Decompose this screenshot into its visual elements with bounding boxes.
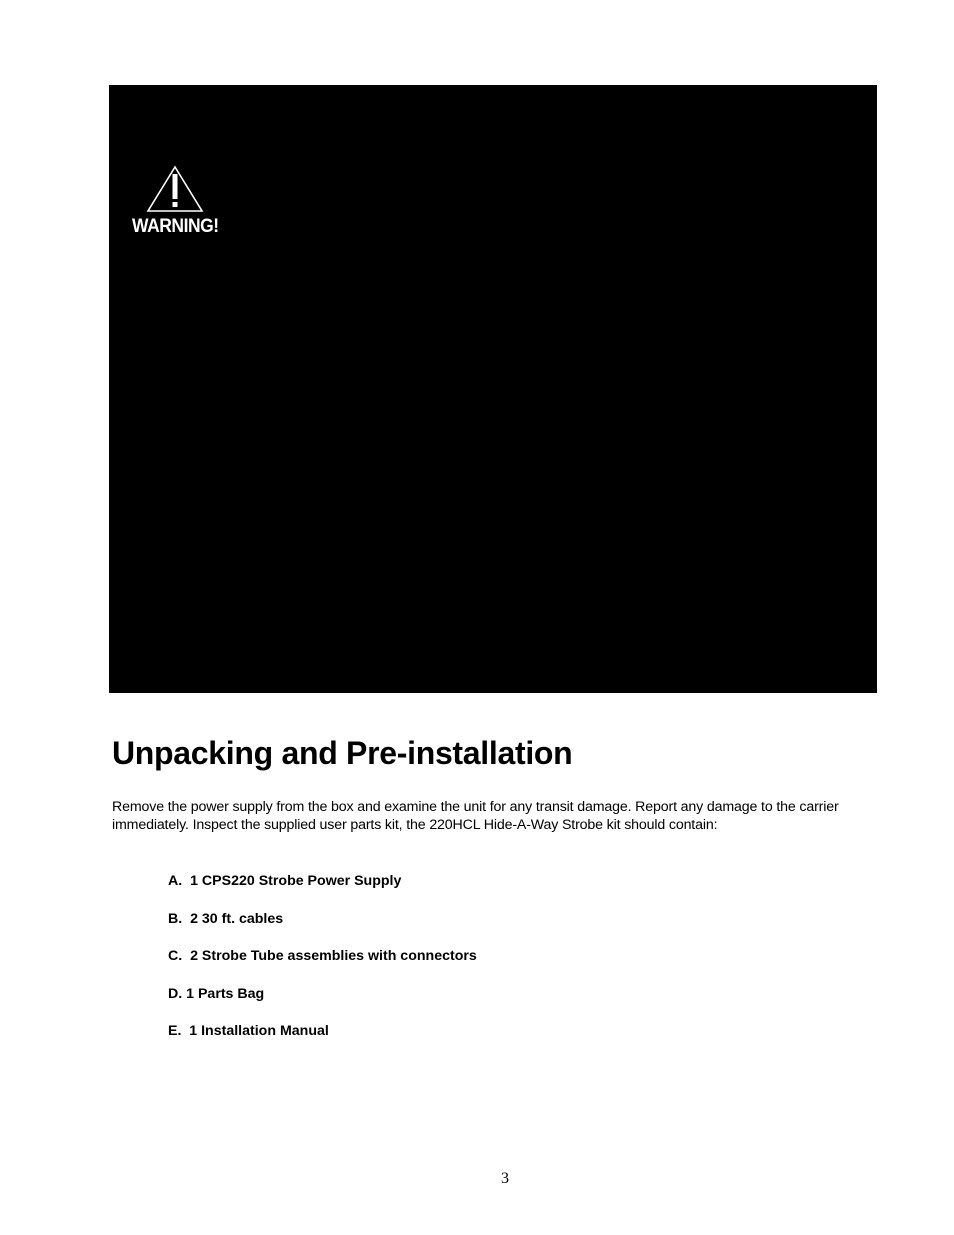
page-number: 3 (501, 1170, 509, 1187)
warning-label: WARNING! (132, 216, 219, 237)
warning-box (109, 85, 877, 693)
list-item: E. 1 Installation Manual (168, 1023, 329, 1040)
kit-contents-list (168, 872, 477, 1060)
list-item: C. 2 Strobe Tube assemblies with connectors (168, 948, 477, 965)
list-item: B. 2 30 ft. cables (168, 910, 284, 927)
section-title: Unpacking and Pre-installation (112, 735, 573, 771)
list-item: A. 1 CPS220 Strobe Power Supply (168, 873, 402, 889)
warning-triangle-icon (146, 165, 204, 213)
intro-paragraph: Remove the power supply from the box and examine the unit for any transit damage. Report any damage to the carrier immediately. Inspect the supplied user parts kit, the 220HCL Hide-A-Way Strobe kit should contain: (112, 799, 839, 833)
list-item: D. 1 Parts Bag (168, 985, 265, 1002)
